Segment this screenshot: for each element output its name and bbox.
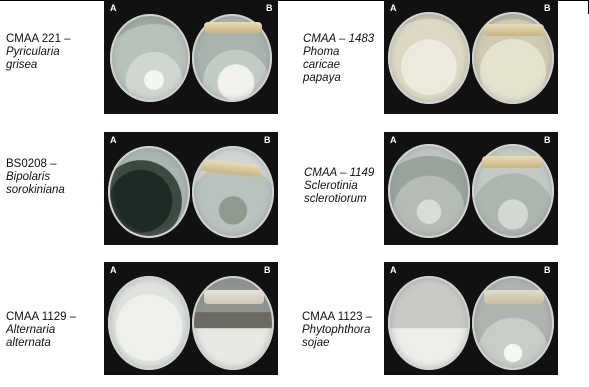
isolate-code: CMAA 221 – [6,33,71,45]
panel-letter-a: A [110,265,117,275]
petri-dish-a [108,146,190,238]
petri-dish-a [388,144,470,238]
species-name-line-3: papaya [303,72,341,84]
petri-dish-a [388,276,470,370]
isolate-label-cmaa-1483 [303,33,374,85]
isolate-code: BS0208 – [6,158,57,170]
panel-letter-a: A [390,135,397,145]
culture-photo-cmaa-1149 [384,132,558,245]
agar-strip [484,290,544,304]
isolate-code: CMAA 1123 – [302,311,373,323]
isolate-code: CMAA – 1483 [303,33,375,45]
isolate-label-cmaa-1129 [6,311,76,350]
culture-photo-cmaa-1123 [384,262,558,375]
panel-letter-a: A [390,3,397,13]
panel-letter-a: A [110,3,117,13]
petri-dish-a [108,276,190,370]
panel-letter-b: B [544,135,551,145]
agar-strip [204,290,264,304]
culture-photo-cmaa-1483 [384,0,558,114]
culture-photo-cmaa-1129 [104,262,278,375]
agar-strip [482,156,542,168]
isolate-code: CMAA – 1149 [304,167,375,179]
species-name-line-1: Pyricularia [6,46,60,58]
species-name-line-1: Bipolaris [6,171,51,183]
species-name-line-2: sorokiniana [6,184,65,196]
isolate-label-cmaa-1149 [304,167,374,206]
isolate-label-bs0208 [6,158,65,197]
species-name-line-2: grisea [6,59,38,71]
species-name-line-1: Phytophthora [302,324,371,336]
species-name-line-1: Phoma [303,46,340,58]
isolate-label-cmaa-221 [6,33,71,72]
panel-letter-b: B [264,265,271,275]
culture-photo-cmaa-221 [104,0,278,114]
species-name-line-1: Alternaria [6,324,56,336]
petri-dish-a [110,14,190,102]
panel-letter-a: A [110,135,117,145]
isolate-label-cmaa-1123 [302,311,372,350]
culture-photo-bs0208 [104,132,278,245]
panel-letter-a: A [390,265,397,275]
panel-letter-b: B [544,3,551,13]
agar-strip [484,24,544,36]
species-name-line-2: sojae [302,337,330,349]
species-name-line-2: alternata [6,337,51,349]
species-name-line-2: sclerotiorum [304,193,367,205]
species-name-line-1: Sclerotinia [304,180,358,192]
panel-letter-b: B [264,135,271,145]
petri-dish-a [388,12,470,104]
panel-letter-b: B [266,3,273,13]
species-name-line-2: caricae [303,59,341,71]
agar-strip [204,22,262,33]
isolate-code: CMAA 1129 – [6,311,77,323]
panel-letter-b: B [544,265,551,275]
